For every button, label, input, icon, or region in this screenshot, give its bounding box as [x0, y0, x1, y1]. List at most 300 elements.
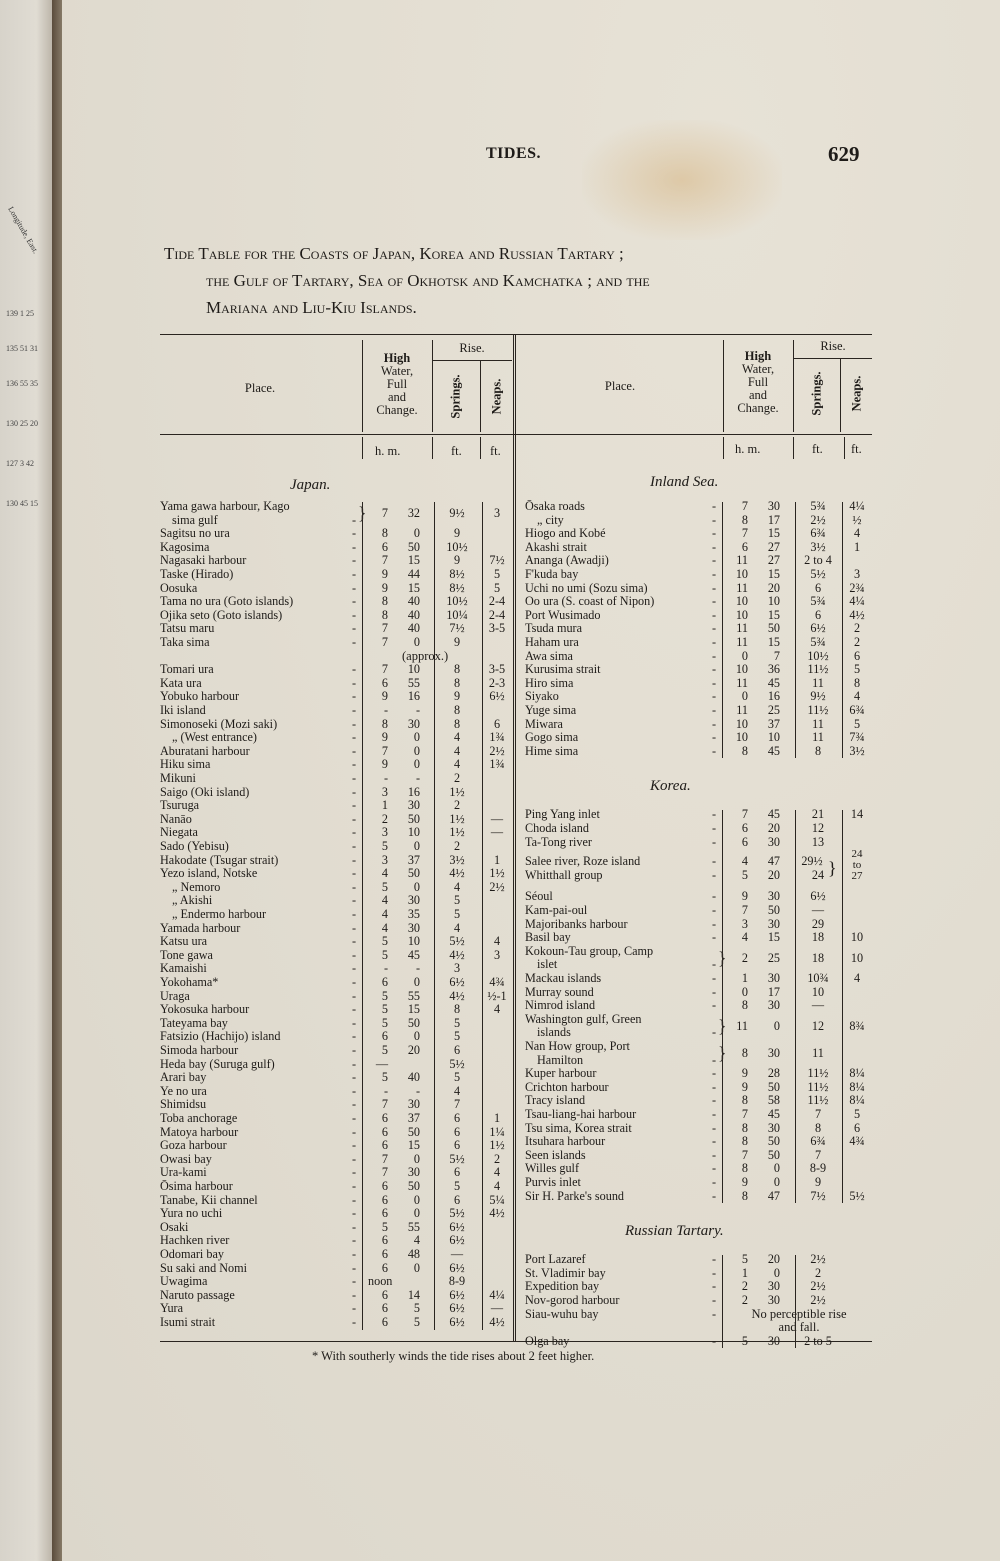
high-water-hours: 7	[741, 1107, 748, 1121]
springs-rise: 10	[811, 984, 825, 999]
springs-rise: 11½	[807, 1079, 829, 1094]
table-row	[160, 745, 872, 759]
high-water-minutes: 15	[767, 607, 780, 622]
high-water-hours: 11	[736, 675, 748, 690]
springs-rise: 9	[453, 635, 461, 649]
springs-rise: 4	[453, 1083, 461, 1098]
high-water-hours: 4	[741, 930, 748, 945]
high-water-minutes: 30	[407, 1097, 420, 1112]
high-water-hours: 5	[381, 947, 388, 962]
high-water-hours: -	[383, 961, 388, 976]
neaps-rise: 4¾	[849, 1134, 865, 1149]
col-divider	[844, 437, 845, 459]
springs-rise: 4½	[449, 866, 465, 881]
springs-rise: 8	[453, 716, 461, 731]
leader-dash: -	[352, 757, 357, 772]
table-row	[160, 904, 872, 918]
springs-rise: 6	[453, 1192, 461, 1207]
springs-rise: 9	[453, 526, 461, 541]
place-name: Simoda harbour	[160, 1043, 239, 1057]
high-water-minutes: 0	[773, 1265, 780, 1280]
place-name: Tanabe, Kii channel	[160, 1192, 258, 1207]
leader-dash: -	[352, 920, 357, 935]
high-water-minutes: 32	[407, 505, 420, 520]
place-name: Hiogo and Kobé	[525, 526, 606, 541]
high-water-minutes: 0	[413, 730, 420, 745]
leader-dash: -	[352, 1287, 357, 1302]
high-water-hours: 7	[741, 903, 748, 917]
high-water-minutes: 16	[407, 784, 420, 799]
high-water-hours: 8	[381, 594, 388, 609]
tide-table	[160, 334, 872, 1348]
neaps-rise: 6	[853, 1120, 861, 1135]
leader-dash: -	[712, 1107, 717, 1121]
table-row	[160, 931, 872, 945]
col-divider	[842, 502, 843, 758]
place-name: Ōsima harbour	[160, 1179, 233, 1193]
leader-dash: -	[352, 1260, 357, 1275]
col-divider	[793, 437, 794, 459]
place-name: Niegata	[160, 825, 198, 840]
leader-dash: -	[352, 743, 357, 758]
table-row	[160, 918, 872, 932]
springs-rise: 5¾	[810, 594, 826, 609]
previous-page-label: Longitude, East.	[6, 205, 41, 256]
high-water-hours: 7	[381, 553, 388, 568]
leader-dash: -	[712, 539, 717, 554]
high-water-minutes: 50	[767, 1147, 780, 1162]
neaps-rise: 4	[493, 1179, 501, 1193]
unit-hm: h. m.	[735, 442, 761, 456]
neaps-rise: 1¼	[489, 1124, 505, 1139]
table-row	[160, 1040, 872, 1067]
high-water-hours: 1	[741, 1265, 748, 1280]
springs-rise: 2	[814, 1265, 822, 1280]
place-name: Tatsu maru	[160, 621, 215, 636]
high-water-minutes: 50	[407, 866, 420, 881]
high-water-minutes: 58	[767, 1093, 780, 1108]
springs-rise: 10¼	[446, 607, 468, 622]
place-name: Su saki and Nomi	[160, 1260, 248, 1275]
neaps-rise: 3	[853, 567, 861, 581]
leader-dash: -	[352, 1029, 357, 1044]
high-water-minutes: 50	[767, 1134, 780, 1149]
leader-dash: -	[352, 1165, 357, 1180]
high-water-hours: 7	[381, 1151, 388, 1166]
neaps-rise: 5¼	[489, 1192, 505, 1207]
running-title: TIDES.	[486, 145, 542, 162]
neaps-rise: 4	[493, 1165, 501, 1180]
place-name: Tsuda mura	[525, 621, 583, 636]
high-water-hours: 8	[741, 1188, 748, 1203]
table-row	[160, 1207, 872, 1221]
leader-dash: -	[352, 1206, 357, 1221]
place-name: Nov-gorod harbour	[525, 1293, 620, 1307]
table-row	[160, 1149, 872, 1163]
col-divider	[480, 360, 481, 432]
high-water-minutes: 45	[767, 1107, 780, 1121]
high-water-minutes: 0	[413, 743, 420, 758]
leader-dash: -	[712, 1306, 717, 1321]
high-water-hours: 4	[741, 854, 748, 869]
high-water-minutes: 15	[407, 553, 420, 568]
col-header-neaps: Neaps.	[849, 375, 864, 412]
high-water-hours: 4	[381, 907, 388, 921]
place-name: Itsuhara harbour	[525, 1134, 606, 1149]
springs-rise: 11½	[807, 703, 829, 717]
high-water-minutes: 40	[407, 594, 420, 609]
high-water-minutes: 50	[407, 539, 420, 554]
leader-dash: -	[352, 1179, 357, 1193]
springs-rise: 2½	[810, 1293, 826, 1307]
springs-rise: 10¾	[807, 971, 829, 985]
high-water-minutes: 45	[767, 743, 780, 758]
springs-rise: 3½	[810, 539, 826, 554]
springs-rise: 4	[453, 879, 461, 894]
place-name: Akashi strait	[525, 539, 587, 554]
place-name: Oosuka	[160, 580, 198, 595]
place-name: Majoribanks harbour	[525, 916, 628, 931]
springs-rise: 5	[453, 1029, 461, 1044]
place-name: Nan How group, Port	[525, 1039, 630, 1053]
place-name: Ta-Tong river	[525, 834, 592, 849]
neaps-rise: 5	[853, 716, 861, 731]
springs-rise: 5½	[449, 934, 465, 949]
springs-rise: 7	[814, 1107, 822, 1121]
neaps-rise: 4¼	[849, 594, 865, 609]
previous-page-number: 135 51 31	[6, 345, 38, 353]
neaps-rise: 8¼	[849, 1093, 865, 1108]
approx-note: (approx.)	[402, 648, 449, 663]
place-name: Séoul	[525, 889, 553, 904]
table-row	[160, 1176, 872, 1190]
high-water-minutes: 0	[413, 1029, 420, 1044]
high-water-hours: 6	[381, 1192, 388, 1207]
high-water-hours: 5	[741, 1333, 748, 1348]
high-water-hours: 5	[381, 934, 388, 949]
neaps-rise: 6½	[489, 689, 505, 704]
leader-dash: -	[352, 771, 357, 785]
leader-dash: -	[712, 580, 717, 595]
springs-rise: 29	[811, 916, 825, 931]
neaps-rise: 1½	[489, 1138, 505, 1153]
place-name: Naruto passage	[160, 1287, 235, 1302]
leader-dash: -	[352, 1043, 357, 1057]
high-water-minutes: 15	[407, 580, 420, 595]
springs-rise: 2½	[810, 1252, 826, 1267]
springs-rise: 18	[811, 950, 825, 965]
springs-rise: 4	[453, 730, 461, 745]
high-water-minutes: 7	[773, 648, 780, 663]
neaps-rise: 2½	[489, 743, 505, 758]
high-water-minutes: 15	[767, 567, 780, 581]
springs-rise: 4	[453, 757, 461, 772]
table-row	[160, 704, 872, 718]
neaps-rise: 7¾	[849, 730, 865, 745]
rise-rule	[432, 360, 512, 361]
high-water-hours: -	[383, 1083, 388, 1098]
high-water-minutes: 30	[767, 499, 780, 513]
place-name: Kata ura	[160, 675, 202, 690]
springs-rise: 7½	[449, 621, 465, 636]
unit-springs: ft.	[451, 444, 462, 458]
place-name: Murray sound	[525, 984, 594, 999]
place-name: Yezo island, Notske	[160, 866, 258, 881]
leader-dash: -	[352, 1002, 357, 1017]
neaps-rise-part: 27	[851, 870, 863, 883]
neaps-rise: 5	[853, 662, 861, 677]
springs-rise: 6½	[449, 1260, 465, 1275]
table-row	[160, 1294, 872, 1308]
high-water-hours: noon	[368, 1274, 393, 1289]
col-header-place: Place.	[604, 379, 636, 393]
neaps-rise: 5	[493, 580, 501, 595]
springs-rise: 9	[814, 1175, 822, 1189]
place-name: Whitthall group	[525, 867, 603, 882]
high-water-minutes: 50	[407, 811, 420, 826]
place-name: Oo ura (S. coast of Nipon)	[525, 594, 655, 609]
high-water-hours: 5	[381, 1219, 388, 1234]
table-row	[160, 822, 872, 836]
col-header-high-water-line: Change.	[376, 403, 418, 417]
leader-dash: -	[712, 730, 717, 745]
high-water-hours: 6	[741, 834, 748, 849]
high-water-hours: 8	[741, 1093, 748, 1108]
high-water-hours: 4	[381, 920, 388, 935]
high-water-hours: 2	[741, 1279, 748, 1294]
springs-rise: —	[811, 998, 825, 1013]
high-water-minutes: -	[415, 961, 420, 976]
place-name: Yuge sima	[525, 703, 577, 717]
springs-rise: 11	[812, 675, 824, 690]
place-name: „ Akishi	[172, 893, 213, 908]
high-water-minutes: 0	[413, 635, 420, 649]
high-water-hours: 6	[381, 975, 388, 989]
place-name: Kurusima strait	[525, 662, 601, 677]
neaps-rise: 8¼	[849, 1066, 865, 1081]
place-name: Mikuni	[160, 771, 196, 785]
high-water-minutes: 30	[407, 893, 420, 908]
springs-rise: —	[450, 1247, 464, 1261]
neaps-rise: 10	[850, 950, 864, 965]
col-header-high-water-line: and	[748, 388, 768, 402]
place-name: Tateyama bay	[160, 1015, 228, 1030]
high-water-hours: 6	[381, 539, 388, 554]
place-name: F'kuda bay	[525, 567, 579, 581]
high-water-minutes: 20	[407, 1043, 420, 1057]
neaps-rise: 8	[853, 675, 861, 690]
neaps-rise: 8¼	[849, 1079, 865, 1094]
book-page	[62, 0, 1000, 1561]
leader-dash: -	[712, 553, 717, 568]
leader-dash: -	[712, 854, 717, 869]
place-name: Arari bay	[160, 1070, 207, 1085]
leader-dash: -	[352, 1097, 357, 1112]
table-row	[160, 1108, 872, 1122]
springs-rise: 13	[811, 834, 825, 849]
place-name: Ananga (Awadji)	[525, 553, 609, 568]
place-name: Tsuruga	[160, 798, 200, 813]
springs-rise: 5	[453, 1179, 461, 1193]
high-water-minutes: 50	[407, 1179, 420, 1193]
high-water-minutes: 0	[413, 757, 420, 772]
leader-dash: -	[712, 675, 717, 690]
place-name: Basil bay	[525, 930, 571, 945]
table-row	[160, 541, 872, 555]
high-water-minutes: 45	[407, 947, 420, 962]
springs-rise: 2	[453, 798, 461, 813]
col-header-springs: Springs.	[448, 374, 463, 419]
springs-rise: 29½	[801, 854, 823, 869]
high-water-hours: 5	[381, 879, 388, 894]
high-water-minutes: 40	[407, 621, 420, 636]
neaps-rise: 3½	[849, 743, 865, 758]
leader-dash: -	[712, 867, 717, 882]
high-water-hours: 11	[736, 621, 748, 636]
springs-rise: 6¾	[810, 1134, 826, 1149]
springs-rise: 9	[453, 553, 461, 568]
place-name: Kam-pai-oul	[525, 903, 588, 917]
high-water-minutes: 10	[407, 662, 420, 677]
high-water-minutes: 10	[767, 594, 780, 609]
springs-rise: 11½	[807, 1066, 829, 1081]
springs-rise: 8	[453, 662, 461, 677]
high-water-hours: 9	[381, 689, 388, 704]
high-water-minutes: 50	[767, 1079, 780, 1094]
high-water-minutes: 30	[767, 1045, 780, 1060]
leader-dash: -	[712, 1093, 717, 1108]
neaps-rise: 3	[493, 505, 501, 520]
high-water-minutes: 50	[767, 621, 780, 636]
table-row	[160, 1308, 872, 1335]
neaps-rise-part: to	[852, 859, 862, 872]
springs-rise: 6	[814, 607, 822, 622]
table-row	[160, 1067, 872, 1081]
brace: }	[718, 1015, 727, 1036]
high-water-hours: 9	[741, 1066, 748, 1081]
table-title-line: the Gulf of Tartary, Sea of Okhotsk and Kamchatka ; and the	[206, 271, 650, 290]
high-water-minutes: 20	[767, 821, 780, 835]
high-water-hours: 9	[381, 567, 388, 581]
high-water-hours: 6	[741, 821, 748, 835]
place-name: Mackau islands	[525, 971, 602, 985]
springs-rise: 5	[453, 893, 461, 908]
springs-rise: 8	[814, 743, 822, 758]
col-header-high-water-line: Water,	[741, 362, 775, 376]
high-water-hours: 4	[381, 893, 388, 908]
place-name: Expedition bay	[525, 1279, 600, 1294]
high-water-minutes: 5	[413, 1301, 420, 1316]
place-name: Tone gawa	[160, 947, 213, 962]
place-name: Simonoseki (Mozi saki)	[160, 716, 278, 731]
springs-rise: 6	[453, 1043, 461, 1057]
col-divider	[840, 358, 841, 432]
neaps-rise: 1¾	[489, 730, 505, 745]
place-name: Salee river, Roze island	[525, 854, 641, 869]
leader-dash: -	[352, 1274, 357, 1289]
springs-rise: 6¾	[810, 526, 826, 541]
col-divider	[723, 340, 724, 432]
neaps-rise: 4¾	[489, 975, 505, 989]
high-water-hours: -	[383, 771, 388, 785]
high-water-hours: 9	[381, 580, 388, 595]
high-water-hours: 5	[381, 1015, 388, 1030]
neaps-rise: 4	[853, 689, 861, 704]
springs-rise: 6½	[449, 1315, 465, 1329]
high-water-hours: 8	[741, 1161, 748, 1176]
neaps-rise: 2	[853, 635, 861, 649]
neaps-rise: 1	[493, 852, 501, 867]
high-water-hours: 3	[381, 784, 388, 799]
high-water-minutes: 27	[767, 539, 780, 554]
neaps-rise: 4	[493, 934, 501, 949]
col-divider	[795, 502, 796, 758]
springs-rise: 11½	[807, 1093, 829, 1108]
high-water-hours: 6	[381, 1179, 388, 1193]
leader-dash: -	[712, 916, 717, 931]
leader-dash: -	[352, 580, 357, 595]
neaps-rise: 5	[853, 1107, 861, 1121]
neaps-rise: 6	[493, 716, 501, 731]
high-water-hours: 3	[381, 852, 388, 867]
leader-dash: -	[352, 852, 357, 867]
high-water-minutes: 30	[767, 834, 780, 849]
col-divider	[362, 437, 363, 459]
place-name: islands	[537, 1025, 571, 1040]
place-name: Tomari ura	[160, 662, 214, 677]
springs-rise: 11	[812, 716, 824, 731]
table-title	[164, 240, 904, 321]
high-water-hours: 8	[381, 607, 388, 622]
leader-dash: -	[352, 567, 357, 581]
leader-dash: -	[712, 716, 717, 731]
place-name: Ping Yang inlet	[525, 807, 600, 822]
high-water-hours: 8	[741, 743, 748, 758]
place-name: Iki island	[160, 703, 206, 717]
neaps-rise: 10	[850, 930, 864, 945]
high-water-hours: 8	[741, 998, 748, 1013]
high-water-minutes: 37	[767, 716, 780, 731]
leader-dash: -	[712, 567, 717, 581]
col-divider	[842, 810, 843, 1203]
neaps-rise: ½	[852, 512, 862, 527]
springs-rise: 9½	[810, 689, 826, 704]
place-name: sima gulf	[172, 512, 218, 527]
place-name: Ōsaka roads	[525, 499, 585, 513]
high-water-minutes: -	[415, 703, 420, 717]
leader-dash: -	[712, 1066, 717, 1081]
high-water-minutes: 30	[767, 971, 780, 985]
leader-dash: -	[352, 675, 357, 690]
place-name: Aburatani harbour	[160, 743, 250, 758]
previous-page-number: 136 55 35	[6, 380, 38, 388]
springs-rise: 6½	[810, 621, 826, 636]
place-name: Tama no ura (Goto islands)	[160, 594, 294, 609]
place-name: Isumi strait	[160, 1315, 216, 1329]
col-header-high-water-line: High	[744, 349, 772, 363]
neaps-rise: 2	[493, 1151, 501, 1166]
table-row	[160, 999, 872, 1013]
place-name: Nanāo	[160, 811, 192, 826]
high-water-hours: —	[375, 1056, 388, 1071]
leader-dash: -	[352, 594, 357, 609]
springs-rise: 5½	[449, 1151, 465, 1166]
leader-dash: -	[352, 825, 357, 840]
place-name: „ city	[537, 512, 564, 527]
high-water-hours: 5	[741, 1252, 748, 1267]
col-header-high-water-line: Full	[386, 377, 408, 391]
high-water-minutes: -	[415, 771, 420, 785]
